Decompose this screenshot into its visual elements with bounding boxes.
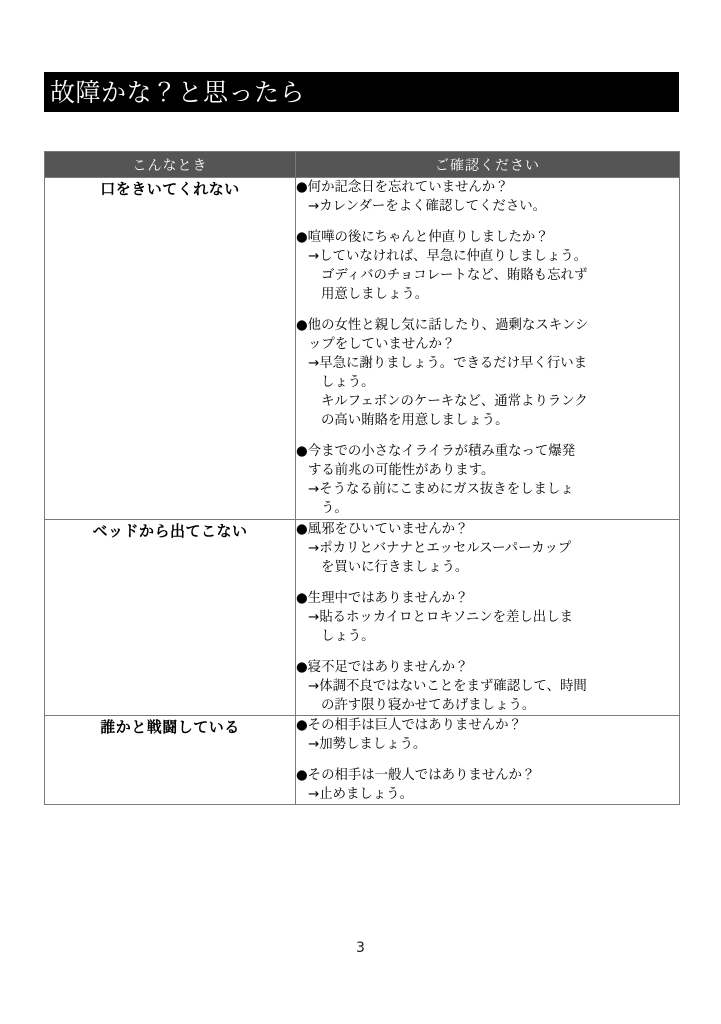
checklist-item (296, 316, 679, 430)
page-title: 故障かな？と思ったら (50, 77, 306, 107)
checklist-answer-line: →止めましょう。 (308, 786, 413, 802)
checklist-answer-line: を買いに行きましょう。 (321, 559, 469, 575)
page-title-banner (44, 72, 679, 112)
checklist-answer-line: →ポカリとバナナとエッセルスーパーカップ (308, 540, 572, 556)
checklist-question: ●喧嘩の後にちゃんと仲直りしましたか？ (296, 230, 549, 246)
checklist-answer-line: の高い賄賂を用意しましょう。 (321, 413, 509, 429)
checklist-answer-line: ゴディバのチョコレートなど、賄賂も忘れず (321, 268, 588, 284)
checklist-answer-line: しょう。 (321, 628, 375, 644)
troubleshooting-table (44, 151, 680, 805)
table-row (45, 519, 680, 715)
column-header-situation: こんなとき (45, 152, 296, 178)
checklist-cell (296, 178, 680, 520)
checklist-answer-line: →貼るホッカイロとロキソニンを差し出しま (308, 609, 573, 625)
table-body (45, 178, 680, 805)
checklist-question: ●風邪をひいていませんか？ (296, 521, 469, 537)
column-header-checklist: ご確認ください (296, 152, 680, 178)
checklist-cell (296, 715, 680, 804)
checklist-answer-line: しょう。 (321, 375, 375, 391)
situation-label: 口をきいてくれない (45, 178, 296, 520)
checklist-item (296, 658, 679, 715)
checklist-item (296, 178, 679, 216)
checklist-item (296, 766, 679, 804)
checklist-question: ●寝不足ではありませんか？ (296, 659, 469, 675)
page-number: 3 (356, 940, 365, 956)
checklist-question: ●何か記念日を忘れていませんか？ (296, 180, 509, 195)
checklist-question: ●その相手は一般人ではありませんか？ (296, 767, 536, 783)
checklist-answer-line: →そうなる前にこまめにガス抜きをしましょ (308, 482, 574, 498)
checklist-item (296, 716, 679, 754)
checklist-answer-line: の許す限り寝かせてあげましょう。 (321, 697, 536, 713)
checklist-item (296, 589, 679, 646)
checklist-answer-line: う。 (321, 501, 348, 517)
checklist-answer-line: ップをしていませんか？ (308, 337, 456, 353)
checklist-answer-line: 用意しましょう。 (321, 287, 429, 303)
checklist-item (296, 520, 679, 577)
checklist-answer-line: →早急に謝りましょう。できるだけ早く行いま (308, 356, 588, 372)
checklist-answer-line: →体調不良ではないことをまず確認して、時間 (308, 678, 587, 694)
situation-label: ベッドから出てこない (45, 519, 296, 715)
checklist-answer-line: キルフェボンのケーキなど、通常よりランク (321, 394, 588, 410)
checklist-question: ●生理中ではありませんか？ (296, 590, 469, 606)
checklist-item (296, 442, 679, 518)
checklist-answer-line: →していなければ、早急に仲直りしましょう。 (308, 249, 588, 265)
checklist-answer-line: →加勢しましょう。 (308, 736, 427, 752)
situation-label: 誰かと戦闘している (45, 715, 296, 804)
table-row (45, 178, 680, 520)
checklist-cell (296, 519, 680, 715)
checklist-item (296, 228, 679, 304)
checklist-answer-line: する前兆の可能性があります。 (308, 463, 495, 479)
table-row (45, 715, 680, 804)
checklist-question: ●その相手は巨人ではありませんか？ (296, 717, 522, 733)
checklist-question: ●今までの小さなイライラが積み重なって爆発 (296, 444, 576, 460)
table-header-row (45, 152, 680, 178)
checklist-answer-line: →カレンダーをよく確認してください。 (308, 199, 546, 215)
checklist-question: ●他の女性と親し気に話したり、過剰なスキンシ (296, 318, 589, 334)
